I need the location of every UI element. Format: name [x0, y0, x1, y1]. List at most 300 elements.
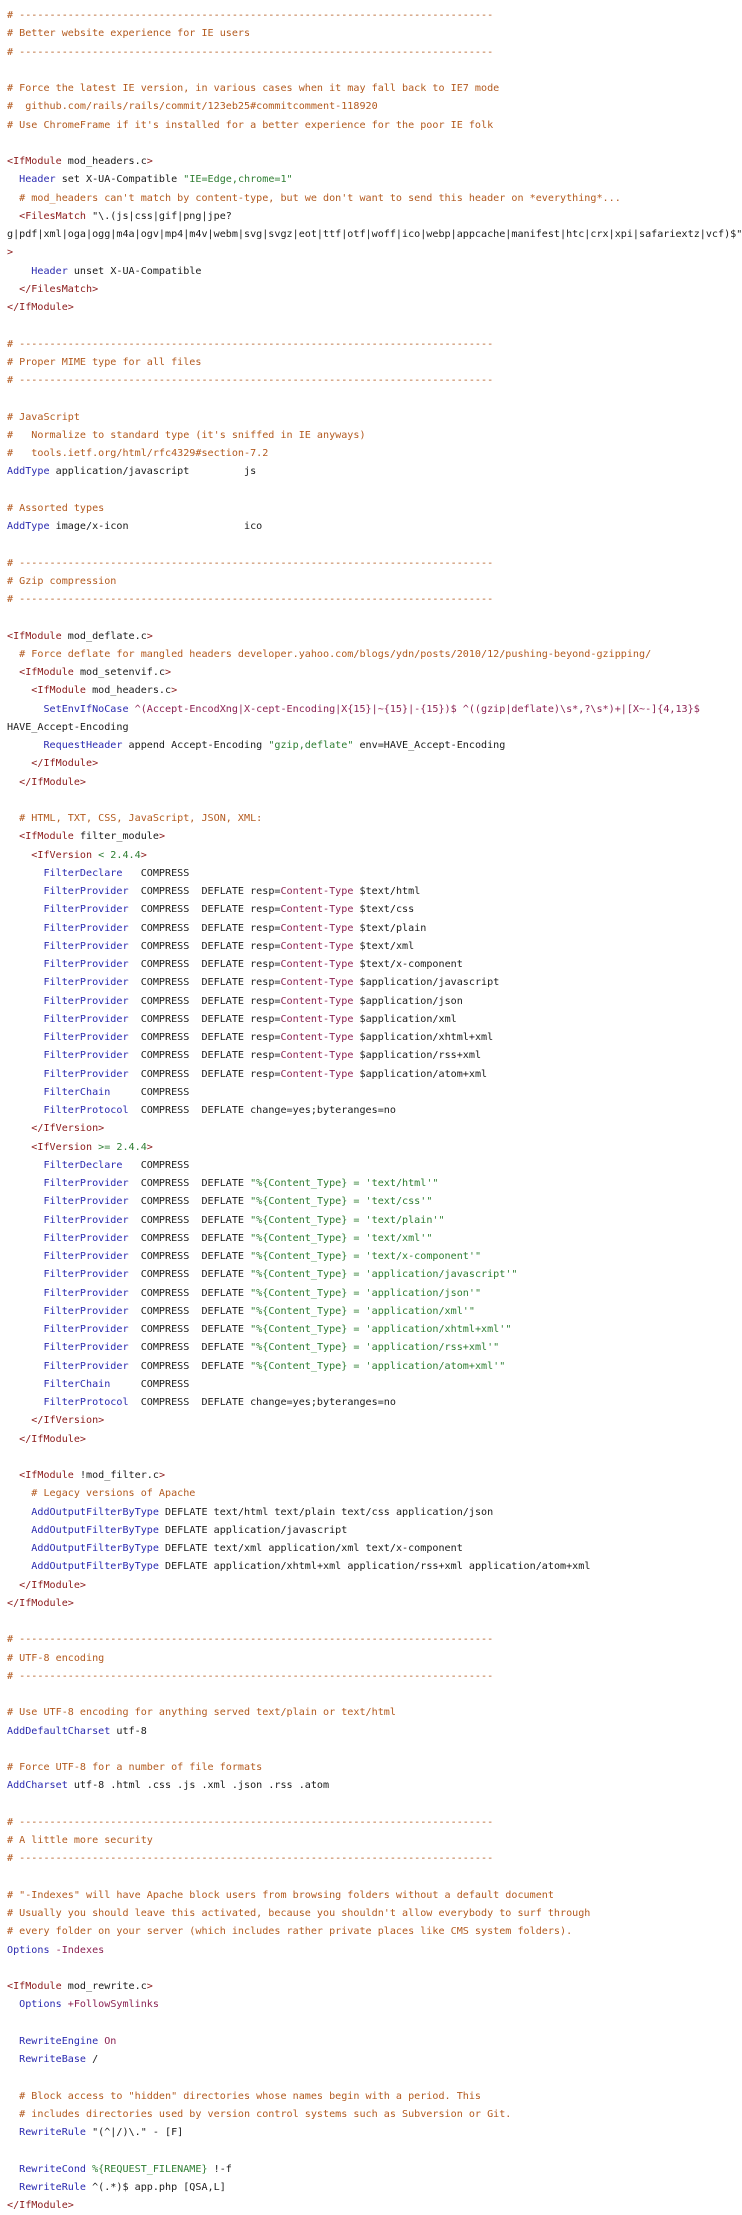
- code-token: COMPRESS DEFLATE: [140, 1287, 251, 1299]
- code-line: [7, 609, 737, 627]
- code-token: FilterProvider: [7, 1342, 141, 1354]
- code-token: Header: [7, 174, 62, 186]
- code-line: [7, 1011, 737, 1029]
- code-token: "%{Content_Type} = 'application/rss+xml'": [250, 1342, 500, 1354]
- code-line: [7, 1832, 737, 1850]
- code-line: [7, 573, 737, 591]
- code-token: Content-Type: [280, 995, 354, 1007]
- code-line: [7, 1230, 737, 1248]
- code-token: $text/html: [353, 886, 421, 897]
- code-line: [7, 409, 737, 427]
- code-token: FilterProvider: [7, 886, 141, 897]
- code-line: [7, 628, 737, 646]
- code-token: COMPRESS DEFLATE resp=: [140, 959, 281, 970]
- code-line: [7, 190, 737, 208]
- code-token: <IfModule: [7, 156, 68, 167]
- code-line: [7, 1978, 737, 1996]
- code-line: [7, 226, 742, 244]
- code-token: Content-Type: [280, 1050, 354, 1062]
- code-token: # Use UTF-8 encoding for anything served text/plain or text/html: [7, 1707, 396, 1719]
- code-line: [7, 755, 737, 773]
- code-line: [7, 354, 737, 372]
- code-token: FilterProtocol: [7, 1105, 141, 1116]
- code-line: [7, 1449, 737, 1467]
- code-line: [7, 1120, 737, 1138]
- code-token: <IfModule: [7, 1470, 80, 1481]
- code-token: DEFLATE text/html text/plain text/css application/json: [165, 1506, 494, 1518]
- code-token: </FilesMatch>: [7, 283, 99, 295]
- code-token: COMPRESS DEFLATE: [140, 1360, 251, 1372]
- code-line: [7, 1704, 737, 1722]
- code-token: COMPRESS DEFLATE resp=: [140, 995, 281, 1007]
- code-token: set X-UA-Compatible: [61, 174, 184, 186]
- code-token: Content-Type: [280, 940, 354, 952]
- code-token: AddDefaultCharset: [7, 1725, 117, 1737]
- code-line: [7, 244, 737, 262]
- code-line: [7, 774, 737, 792]
- code-token: /: [92, 2054, 99, 2065]
- code-line: [7, 2088, 737, 2106]
- code-token: $application/javascript: [353, 977, 500, 989]
- code-token: DEFLATE application/javascript: [165, 1524, 348, 1536]
- code-token: RewriteCond: [7, 2163, 93, 2175]
- code-line: [7, 1905, 737, 1923]
- code-line: [7, 171, 737, 189]
- code-token: DEFLATE text/xml application/xml text/x-component: [165, 1543, 463, 1554]
- code-token: RewriteBase: [7, 2054, 93, 2065]
- code-token: COMPRESS DEFLATE: [140, 1324, 251, 1335]
- code-line: [7, 956, 737, 974]
- code-line: [7, 7, 737, 25]
- code-token: Header: [7, 265, 74, 277]
- code-token: <IfModule: [7, 685, 93, 697]
- code-token: Content-Type: [280, 1068, 354, 1080]
- code-line: [7, 1047, 737, 1065]
- code-token: FilterProvider: [7, 1269, 141, 1281]
- code-token: AddOutputFilterByType: [7, 1543, 166, 1554]
- code-token: Content-Type: [280, 1032, 354, 1043]
- code-token: # Force deflate for mangled headers developer.yahoo.com/blogs/ydn/posts/2010/12/pushing-beyond-gzipping/: [7, 648, 652, 660]
- code-token: g|pdf|xml|oga|ogg|m4a|ogv|mp4|m4v|webm|svg|svgz|eot|ttf|otf|woff|ico|webp|appcache|manifest|htc|crx|xpi|safariextz|vcf)$": [7, 229, 742, 240]
- code-line: [7, 1266, 737, 1284]
- code-token: COMPRESS DEFLATE change=yes;byteranges=no: [140, 1397, 396, 1408]
- code-line: [7, 1358, 737, 1376]
- code-token: COMPRESS: [140, 1378, 190, 1390]
- code-token: Content-Type: [280, 886, 354, 897]
- code-token: </IfVersion>: [7, 1123, 105, 1135]
- code-token: "%{Content_Type} = 'text/x-component'": [250, 1251, 482, 1262]
- code-line: [7, 1084, 737, 1102]
- code-line: [7, 938, 737, 956]
- code-line: [7, 1796, 737, 1814]
- code-token: AddType: [7, 466, 56, 478]
- code-token: $application/rss+xml: [353, 1050, 482, 1062]
- code-token: <IfModule: [7, 831, 80, 843]
- code-token: >: [146, 156, 153, 167]
- htaccess-code-view: [7, 7, 742, 2215]
- code-token: # mod_headers can't match by content-type, but we don't want to send this header on *everything*...: [7, 192, 621, 204]
- code-line: [7, 500, 737, 518]
- code-token: FilterProvider: [7, 1050, 141, 1062]
- code-token: COMPRESS DEFLATE: [140, 1196, 251, 1208]
- code-token: COMPRESS DEFLATE: [140, 1342, 251, 1354]
- code-token: SetEnvIfNoCase: [7, 703, 135, 715]
- code-line: [7, 98, 737, 116]
- code-line: [7, 1777, 737, 1795]
- code-token: FilterProvider: [7, 904, 141, 916]
- code-token: FilterProvider: [7, 1232, 141, 1244]
- code-token: # Assorted types: [7, 502, 105, 514]
- code-token: # ------------------------------------------------------------------------------: [7, 1853, 494, 1865]
- code-line: [7, 1558, 737, 1576]
- code-line: [7, 646, 737, 664]
- code-token: "%{Content_Type} = 'text/plain'": [250, 1214, 445, 1226]
- code-token: FilterChain: [7, 1378, 141, 1390]
- code-token: mod_setenvif.c: [79, 667, 166, 678]
- code-token: HAVE_Accept-Encoding: [7, 721, 129, 733]
- code-token: # Legacy versions of Apache: [7, 1488, 196, 1500]
- code-line: [7, 901, 737, 919]
- code-line: [7, 1540, 737, 1558]
- code-token: %{REQUEST_FILENAME}: [92, 2163, 208, 2175]
- code-token: # github.com/rails/rails/commit/123eb25#commitcomment-118920: [7, 101, 378, 113]
- code-token: >: [146, 1141, 153, 1153]
- code-token: Options: [7, 1999, 68, 2011]
- code-line: [7, 2106, 737, 2124]
- code-token: <IfVersion: [7, 849, 99, 861]
- code-line: [7, 1759, 737, 1777]
- code-line: [7, 2015, 737, 2033]
- code-line: [7, 1942, 737, 1960]
- code-token: # A little more security: [7, 1835, 153, 1846]
- code-token: # ------------------------------------------------------------------------------: [7, 46, 494, 58]
- code-token: FilterProvider: [7, 977, 141, 989]
- code-token: # Block access to "hidden" directories whose names begin with a period. This: [7, 2090, 482, 2102]
- code-token: <IfModule: [7, 630, 68, 642]
- code-token: </IfModule>: [7, 776, 87, 788]
- code-token: # ------------------------------------------------------------------------------: [7, 557, 494, 569]
- code-line: [7, 1139, 737, 1157]
- code-token: COMPRESS DEFLATE: [140, 1214, 251, 1226]
- code-token: RewriteRule: [7, 2127, 93, 2138]
- code-token: </IfModule>: [7, 1579, 87, 1591]
- code-token: # Use ChromeFrame if it's installed for a better experience for the poor IE folk: [7, 119, 494, 131]
- code-token: FilterProvider: [7, 995, 141, 1007]
- code-line: [7, 44, 737, 62]
- code-token: COMPRESS: [140, 867, 190, 879]
- code-line: [7, 1577, 737, 1595]
- code-token: $text/xml: [353, 940, 415, 952]
- code-line: [7, 263, 737, 281]
- code-token: "%{Content_Type} = 'application/xml'": [250, 1305, 475, 1317]
- code-token: >: [165, 667, 172, 678]
- code-line: [7, 664, 737, 682]
- code-token: FilterChain: [7, 1086, 141, 1098]
- code-token: FilterProvider: [7, 1324, 141, 1335]
- code-token: AddOutputFilterByType: [7, 1524, 166, 1536]
- code-line: [7, 1175, 737, 1193]
- code-token: $text/x-component: [353, 959, 463, 970]
- code-token: COMPRESS DEFLATE resp=: [140, 1050, 281, 1062]
- code-token: ^(.*)$ app.php [QSA,L]: [92, 2181, 226, 2193]
- code-token: FilterDeclare: [7, 1159, 141, 1171]
- code-line: [7, 1631, 737, 1649]
- code-token: COMPRESS DEFLATE change=yes;byteranges=no: [140, 1105, 396, 1116]
- code-token: AddType: [7, 521, 56, 532]
- code-token: FilterDeclare: [7, 867, 141, 879]
- code-token: "%{Content_Type} = 'text/xml'": [250, 1232, 433, 1244]
- code-token: FilterProvider: [7, 1178, 141, 1189]
- code-line: [7, 1102, 737, 1120]
- code-line: [7, 2124, 737, 2142]
- code-token: FilterProvider: [7, 959, 141, 970]
- code-line: [7, 427, 737, 445]
- code-token: < 2.4.4: [98, 849, 141, 861]
- code-line: [7, 865, 737, 883]
- code-token: RewriteEngine: [7, 2035, 105, 2047]
- code-token: </IfModule>: [7, 758, 99, 770]
- code-token: COMPRESS DEFLATE: [140, 1269, 251, 1281]
- code-token: "(^|/)\." - [F]: [92, 2127, 184, 2138]
- code-line: [7, 1650, 737, 1668]
- code-line: [7, 463, 737, 481]
- code-line: [7, 1066, 737, 1084]
- code-token: # ------------------------------------------------------------------------------: [7, 375, 494, 386]
- code-token: "gzip,deflate": [268, 740, 354, 751]
- code-token: COMPRESS: [140, 1086, 190, 1098]
- code-token: Content-Type: [280, 959, 354, 970]
- code-token: # Normalize to standard type (it's sniffed in IE anyways): [7, 429, 366, 441]
- code-token: FilterProvider: [7, 940, 141, 952]
- code-token: # ------------------------------------------------------------------------------: [7, 1816, 494, 1828]
- code-line: [7, 317, 737, 335]
- code-line: [7, 1193, 737, 1211]
- code-token: >: [140, 849, 147, 861]
- code-line: [7, 372, 737, 390]
- code-line: [7, 701, 737, 719]
- code-token: >: [146, 1981, 153, 1992]
- code-token: $application/atom+xml: [353, 1068, 488, 1080]
- code-token: # Usually you should leave this activated, because you shouldn't allow everybody to surf through: [7, 1908, 591, 1919]
- code-line: [7, 390, 737, 408]
- code-token: "%{Content_Type} = 'application/xhtml+xml'": [250, 1324, 512, 1335]
- code-token: FilterProvider: [7, 1287, 141, 1299]
- code-token: # tools.ietf.org/html/rfc4329#section-7.2: [7, 448, 269, 459]
- code-line: [7, 1212, 737, 1230]
- code-line: [7, 445, 737, 463]
- code-token: # Force UTF-8 for a number of file formats: [7, 1762, 263, 1773]
- code-token: "\.(js|css|gif|png|jpe?: [92, 210, 232, 222]
- code-token: COMPRESS DEFLATE resp=: [140, 886, 281, 897]
- code-line: [7, 1321, 737, 1339]
- code-line: [7, 993, 737, 1011]
- code-line: [7, 1996, 737, 2014]
- code-token: env=HAVE_Accept-Encoding: [353, 740, 506, 751]
- code-token: Content-Type: [280, 922, 354, 934]
- code-line: [7, 2051, 737, 2069]
- code-token: # Gzip compression: [7, 575, 117, 587]
- code-token: # ------------------------------------------------------------------------------: [7, 338, 494, 350]
- code-line: [7, 1613, 737, 1631]
- code-token: COMPRESS DEFLATE: [140, 1178, 251, 1189]
- code-line: [7, 1248, 737, 1266]
- code-token: <FilesMatch: [7, 210, 93, 222]
- code-token: ^(Accept-EncodXng|X-cept-Encoding|X{15}|~{15}|-{15})$ ^((gzip|deflate)\s*,?\s*)+|[X~-]{4,13}$: [134, 703, 700, 715]
- code-line: [7, 1686, 737, 1704]
- code-line: [7, 974, 737, 992]
- code-token: COMPRESS DEFLATE: [140, 1251, 251, 1262]
- code-token: !-f: [207, 2163, 232, 2175]
- code-line: [7, 536, 737, 554]
- code-token: utf-8 .html .css .js .xml .json .rss .atom: [73, 1780, 330, 1792]
- code-token: COMPRESS DEFLATE: [140, 1232, 251, 1244]
- code-token: COMPRESS DEFLATE resp=: [140, 1013, 281, 1025]
- code-line: [7, 117, 737, 135]
- code-line: [7, 281, 737, 299]
- code-token: <IfVersion: [7, 1141, 99, 1153]
- code-token: # Better website experience for IE users: [7, 28, 251, 40]
- code-line: [7, 25, 737, 43]
- code-token: </IfModule>: [7, 2200, 74, 2211]
- code-token: Options: [7, 1944, 56, 1956]
- code-token: >= 2.4.4: [98, 1141, 147, 1153]
- code-line: [7, 883, 737, 901]
- code-token: FilterProvider: [7, 1032, 141, 1043]
- code-token: mod_headers.c: [92, 685, 172, 697]
- code-token: </IfVersion>: [7, 1415, 105, 1427]
- code-line: [7, 1339, 737, 1357]
- code-line: [7, 1869, 737, 1887]
- code-line: [7, 299, 737, 317]
- code-line: [7, 1376, 737, 1394]
- code-token: # ------------------------------------------------------------------------------: [7, 1670, 494, 1682]
- code-token: image/x-icon ico: [55, 521, 263, 532]
- code-token: mod_headers.c: [67, 156, 147, 167]
- code-line: [7, 1668, 737, 1686]
- code-line: [7, 1723, 737, 1741]
- code-token: AddOutputFilterByType: [7, 1561, 166, 1573]
- code-token: COMPRESS DEFLATE resp=: [140, 977, 281, 989]
- code-token: COMPRESS DEFLATE resp=: [140, 1032, 281, 1043]
- code-token: FilterProvider: [7, 1196, 141, 1208]
- code-token: >: [146, 630, 153, 642]
- code-token: FilterProvider: [7, 1013, 141, 1025]
- code-token: +FollowSymlinks: [67, 1999, 159, 2011]
- code-line: [7, 135, 737, 153]
- code-line: [7, 208, 737, 226]
- code-token: # Force the latest IE version, in various cases when it may fall back to IE7 mode: [7, 83, 500, 94]
- code-token: "%{Content_Type} = 'application/javascript'": [250, 1269, 518, 1281]
- code-token: <IfModule: [7, 1981, 68, 1992]
- code-line: [7, 1285, 737, 1303]
- code-token: COMPRESS: [140, 1159, 190, 1171]
- code-token: FilterProvider: [7, 1360, 141, 1372]
- code-line: [7, 1394, 737, 1412]
- code-line: [7, 719, 737, 737]
- code-line: [7, 1029, 737, 1047]
- code-token: # "-Indexes" will have Apache block users from browsing folders without a default document: [7, 1889, 554, 1901]
- code-token: COMPRESS DEFLATE resp=: [140, 940, 281, 952]
- code-line: [7, 1485, 737, 1503]
- code-token: # UTF-8 encoding: [7, 1652, 105, 1664]
- code-token: FilterProvider: [7, 1068, 141, 1080]
- code-token: $application/xhtml+xml: [353, 1032, 494, 1043]
- code-token: # ------------------------------------------------------------------------------: [7, 10, 494, 21]
- code-line: [7, 1923, 737, 1941]
- code-token: COMPRESS DEFLATE resp=: [140, 1068, 281, 1080]
- code-token: FilterProvider: [7, 922, 141, 934]
- code-token: append Accept-Encoding: [128, 740, 269, 751]
- code-token: >: [7, 247, 14, 259]
- code-token: Content-Type: [280, 977, 354, 989]
- code-token: RewriteRule: [7, 2181, 93, 2193]
- code-token: -Indexes: [55, 1944, 105, 1956]
- code-token: !mod_filter.c: [79, 1470, 159, 1481]
- code-token: utf-8: [116, 1725, 147, 1737]
- code-line: [7, 1595, 737, 1613]
- code-line: [7, 2197, 737, 2215]
- code-token: COMPRESS DEFLATE resp=: [140, 922, 281, 934]
- code-token: $application/xml: [353, 1013, 457, 1025]
- code-token: COMPRESS DEFLATE resp=: [140, 904, 281, 916]
- code-line: [7, 1814, 737, 1832]
- code-line: [7, 2142, 737, 2160]
- code-token: # Proper MIME type for all files: [7, 356, 202, 368]
- code-line: [7, 1887, 737, 1905]
- code-token: >: [158, 1470, 166, 1481]
- code-token: AddOutputFilterByType: [7, 1506, 166, 1518]
- code-token: filter_module: [79, 831, 159, 843]
- code-token: "IE=Edge,chrome=1": [183, 174, 293, 186]
- code-token: >: [171, 685, 178, 697]
- code-token: FilterProvider: [7, 1251, 141, 1262]
- code-token: Content-Type: [280, 904, 354, 916]
- code-line: [7, 2033, 737, 2051]
- code-line: [7, 591, 737, 609]
- code-line: [7, 1960, 737, 1978]
- code-token: AddCharset: [7, 1780, 74, 1792]
- code-token: >: [158, 831, 166, 843]
- code-token: DEFLATE application/xhtml+xml application/rss+xml application/atom+xml: [165, 1561, 591, 1573]
- code-line: [7, 62, 737, 80]
- code-line: [7, 518, 737, 536]
- code-token: application/javascript js: [55, 466, 257, 478]
- code-token: mod_rewrite.c: [67, 1981, 147, 1992]
- code-token: Content-Type: [280, 1013, 354, 1025]
- code-line: [7, 2161, 737, 2179]
- code-line: [7, 1157, 737, 1175]
- code-line: [7, 1741, 737, 1759]
- code-token: unset X-UA-Compatible: [73, 265, 202, 277]
- code-token: # includes directories used by version control systems such as Subversion or Git.: [7, 2108, 512, 2120]
- code-token: </IfModule>: [7, 1597, 74, 1609]
- code-line: [7, 1522, 737, 1540]
- code-token: FilterProtocol: [7, 1397, 141, 1408]
- code-line: [7, 482, 737, 500]
- code-line: [7, 682, 737, 700]
- code-token: $text/plain: [353, 922, 427, 934]
- code-token: # ------------------------------------------------------------------------------: [7, 1634, 494, 1646]
- code-token: <IfModule: [7, 667, 80, 678]
- code-token: # HTML, TXT, CSS, JavaScript, JSON, XML:: [7, 813, 263, 824]
- code-line: [7, 1850, 737, 1868]
- code-line: [7, 737, 737, 755]
- code-line: [7, 828, 737, 846]
- code-token: </IfModule>: [7, 1433, 87, 1445]
- code-token: FilterProvider: [7, 1214, 141, 1226]
- code-token: "%{Content_Type} = 'text/css'": [250, 1196, 433, 1208]
- code-token: mod_deflate.c: [67, 630, 147, 642]
